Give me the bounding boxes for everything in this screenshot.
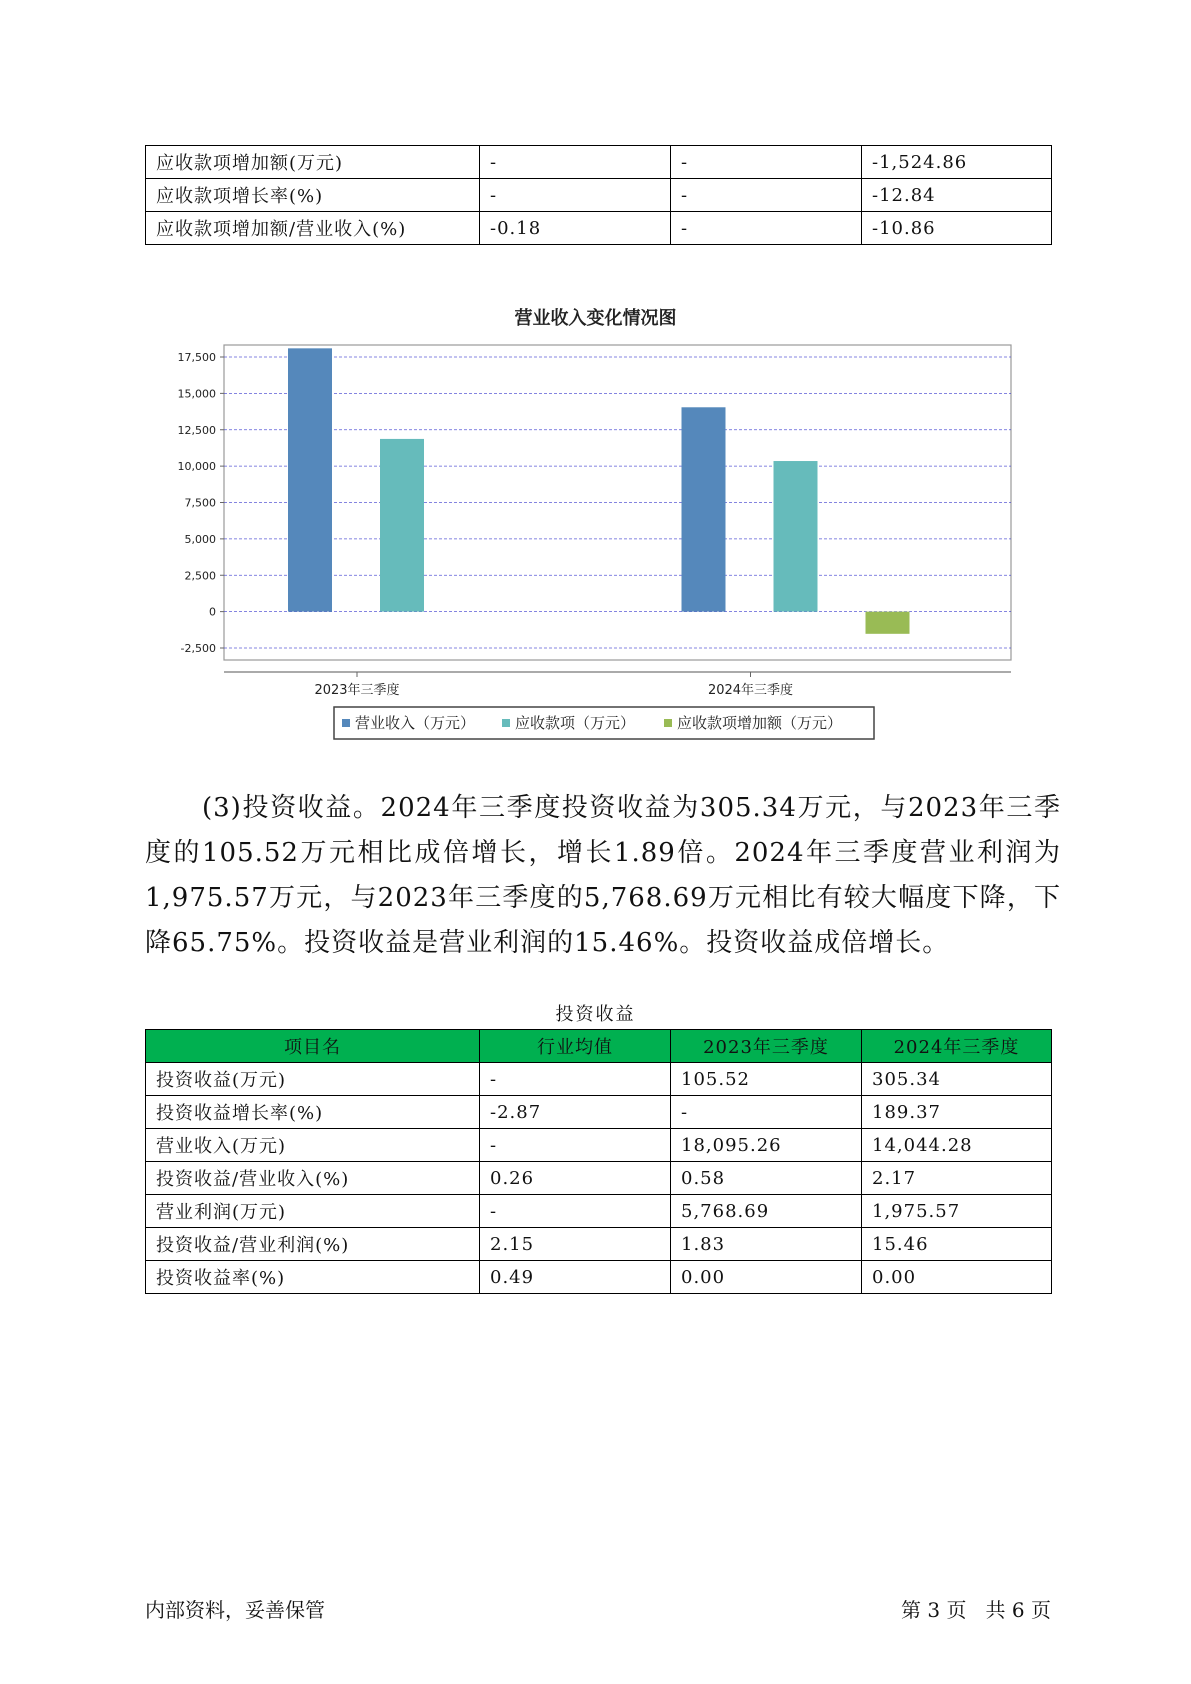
legend-label: 应收款项（万元） bbox=[515, 714, 636, 732]
bar bbox=[774, 461, 818, 612]
legend-label: 应收款项增加额（万元） bbox=[677, 714, 843, 732]
x-tick-label: 2024年三季度 bbox=[707, 683, 794, 698]
table-cell: - bbox=[480, 179, 671, 212]
receivables-table bbox=[145, 145, 1052, 245]
footer-confidential-note: 内部资料，妥善保管 bbox=[145, 1598, 325, 1622]
y-tick-label: 17,500 bbox=[177, 351, 216, 364]
table-cell: 14,044.28 bbox=[862, 1129, 1052, 1162]
table-cell: 投资收益率(%) bbox=[146, 1261, 480, 1294]
table-cell: -10.86 bbox=[862, 212, 1052, 245]
table-row bbox=[146, 1063, 1052, 1096]
investment-income-paragraph: (3)投资收益。2024年三季度投资收益为305.34万元，与2023年三季度的105.52万元相比成倍增长，增长1.89倍。2024年三季度营业利润为1,975.57万元，与2023年三季度的5,768.69万元相比有较大幅度下降，下降65.75%。投资收益是营业利润的15.46%。投资收益成倍增长。 bbox=[145, 793, 1061, 958]
table-cell: - bbox=[480, 1195, 671, 1228]
y-tick-label: 7,500 bbox=[184, 496, 216, 510]
table-cell: -0.18 bbox=[480, 212, 671, 245]
legend-swatch bbox=[664, 719, 672, 727]
table-cell: 105.52 bbox=[671, 1063, 862, 1096]
bar bbox=[682, 407, 726, 611]
table-row bbox=[146, 1129, 1052, 1162]
table-row bbox=[146, 1162, 1052, 1195]
table-caption: 投资收益 bbox=[555, 1004, 636, 1025]
table-cell: 0.00 bbox=[671, 1261, 862, 1294]
table-cell: -12.84 bbox=[862, 179, 1052, 212]
investment-income-table bbox=[145, 1029, 1052, 1294]
y-tick-label: 2,500 bbox=[184, 569, 216, 583]
y-tick-label: 15,000 bbox=[177, 387, 216, 401]
table-cell: 投资收益(万元) bbox=[146, 1063, 480, 1096]
table-row bbox=[146, 1195, 1052, 1228]
table-cell: 1,975.57 bbox=[862, 1195, 1052, 1228]
table-cell: - bbox=[671, 212, 862, 245]
legend-label: 营业收入（万元） bbox=[355, 714, 476, 732]
table-cell: - bbox=[671, 146, 862, 179]
table-cell: - bbox=[480, 1063, 671, 1096]
revenue-bar-chart bbox=[160, 335, 1030, 745]
table-cell: 应收款项增加额/营业收入(%) bbox=[146, 212, 480, 245]
y-tick-label: 5,000 bbox=[184, 532, 216, 546]
legend-swatch bbox=[342, 719, 350, 727]
y-tick-label: 12,500 bbox=[177, 423, 216, 437]
table-cell: - bbox=[480, 146, 671, 179]
table-cell: - bbox=[671, 1096, 862, 1129]
table-cell: 营业利润(万元) bbox=[146, 1195, 480, 1228]
table-cell: - bbox=[671, 179, 862, 212]
table-cell: 305.34 bbox=[862, 1063, 1052, 1096]
table-cell: 0.00 bbox=[862, 1261, 1052, 1294]
table-cell: - bbox=[480, 1129, 671, 1162]
table-cell: 15.46 bbox=[862, 1228, 1052, 1261]
table-row bbox=[146, 1096, 1052, 1129]
table-cell: 18,095.26 bbox=[671, 1129, 862, 1162]
y-tick-label: 10,000 bbox=[177, 460, 216, 474]
y-tick-label: 0 bbox=[209, 605, 216, 619]
table-cell: 投资收益增长率(%) bbox=[146, 1096, 480, 1129]
chart-title: 营业收入变化情况图 bbox=[514, 308, 677, 329]
y-tick-label: -2,500 bbox=[180, 642, 216, 655]
table-cell: 2.15 bbox=[480, 1228, 671, 1261]
table-cell: 0.58 bbox=[671, 1162, 862, 1195]
legend-swatch bbox=[502, 719, 510, 727]
table-cell: 0.26 bbox=[480, 1162, 671, 1195]
table-cell: -2.87 bbox=[480, 1096, 671, 1129]
table-cell: 5,768.69 bbox=[671, 1195, 862, 1228]
table-row bbox=[146, 1261, 1052, 1294]
column-header: 行业均值 bbox=[480, 1030, 671, 1063]
table-cell: 1.83 bbox=[671, 1228, 862, 1261]
column-header: 2023年三季度 bbox=[671, 1030, 862, 1063]
table-cell: 应收款项增长率(%) bbox=[146, 179, 480, 212]
table-cell: 营业收入(万元) bbox=[146, 1129, 480, 1162]
table-cell: 应收款项增加额(万元) bbox=[146, 146, 480, 179]
table-row bbox=[146, 1228, 1052, 1261]
table-cell: -1,524.86 bbox=[862, 146, 1052, 179]
bar bbox=[380, 439, 424, 612]
bar bbox=[288, 348, 332, 611]
table-cell: 189.37 bbox=[862, 1096, 1052, 1129]
footer-page-number: 第 3 页 共 6 页 bbox=[901, 1598, 1051, 1622]
table-cell: 投资收益/营业利润(%) bbox=[146, 1228, 480, 1261]
bar bbox=[866, 612, 910, 634]
table-cell: 2.17 bbox=[862, 1162, 1052, 1195]
table-cell: 0.49 bbox=[480, 1261, 671, 1294]
x-tick-label: 2023年三季度 bbox=[314, 683, 400, 698]
column-header: 2024年三季度 bbox=[862, 1030, 1052, 1063]
table-row bbox=[146, 179, 1052, 212]
table-row bbox=[146, 212, 1052, 245]
table-row bbox=[146, 146, 1052, 179]
column-header: 项目名 bbox=[146, 1030, 480, 1063]
table-header-row bbox=[146, 1030, 1052, 1063]
table-cell: 投资收益/营业收入(%) bbox=[146, 1162, 480, 1195]
